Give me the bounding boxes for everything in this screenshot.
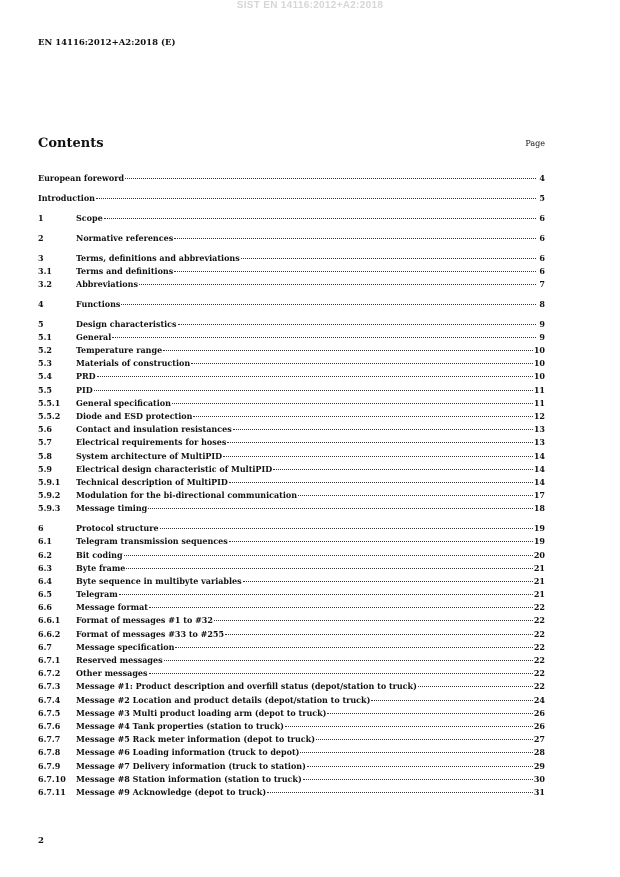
toc-entry[interactable] [38, 641, 545, 654]
dot-leader [139, 283, 536, 285]
toc-entry-number: 6.6.1 [38, 615, 61, 626]
dot-leader [94, 389, 533, 391]
toc-entry-number: 5.9 [38, 463, 52, 474]
toc-entry-title: Byte frame [76, 562, 126, 573]
dot-leader [303, 778, 533, 780]
dot-leader [418, 685, 533, 687]
dot-leader [172, 402, 533, 404]
toc-entry-number: 6.1 [38, 536, 52, 547]
dot-leader [126, 567, 532, 569]
toc-entry-title: Contact and insulation resistances [76, 424, 232, 435]
toc-entry[interactable] [38, 232, 545, 245]
dot-leader [225, 633, 533, 635]
toc-entry[interactable] [38, 720, 545, 733]
toc-entry[interactable] [38, 450, 545, 463]
toc-entry-number: 5.6 [38, 424, 52, 435]
toc-entry-number: 1 [38, 212, 44, 223]
toc-entry[interactable] [38, 436, 545, 449]
document-id: EN 14116:2012+A2:2018 (E) [38, 38, 176, 48]
toc-entry-page: 14 [533, 450, 545, 461]
dot-leader [223, 455, 533, 457]
dot-leader [178, 323, 536, 325]
toc-entry-title: Modulation for the bi-directional communication [76, 490, 298, 501]
toc-entry-title: Bit coding [76, 549, 123, 560]
toc-entry-page: 14 [533, 463, 545, 474]
dot-leader [124, 554, 533, 556]
toc-entry-page: 21 [533, 562, 545, 573]
toc-entry[interactable] [38, 357, 545, 370]
toc-entry-page: 4 [539, 173, 545, 183]
toc-entry[interactable] [38, 575, 545, 588]
toc-entry-page: 20 [533, 549, 545, 560]
toc-entry[interactable] [38, 489, 545, 502]
toc-entry-number: 6.7.8 [38, 747, 61, 758]
dot-leader [298, 494, 533, 496]
dot-leader [97, 375, 533, 377]
toc-entry-title: Message #6 Loading information (truck to depot) [76, 747, 300, 758]
toc-entry-title: Format of messages #1 to #32 [76, 615, 213, 626]
toc-entry-page: 19 [533, 523, 545, 534]
toc-entry[interactable] [38, 522, 545, 535]
toc-entry[interactable] [38, 694, 545, 707]
toc-entry-number: 6.7.4 [38, 694, 61, 705]
toc-entry-number: 6.7.6 [38, 720, 61, 731]
toc-entry-title: Design characteristics [76, 318, 177, 329]
toc-entry-title: Byte sequence in multibyte variables [76, 575, 242, 586]
toc-entry-title: Message specification [76, 641, 175, 652]
toc-entry-title: Terms, definitions and abbreviations [76, 252, 240, 263]
dot-leader [160, 527, 533, 529]
toc-entry-title: Message #8 Station information (station to truck) [76, 773, 302, 784]
toc-entry[interactable] [38, 614, 545, 627]
toc-entry-page: 24 [533, 694, 545, 705]
toc-entry-page: 27 [533, 734, 545, 745]
table-of-contents [38, 172, 545, 799]
toc-entry-page: 22 [533, 615, 545, 626]
toc-entry-title: General specification [76, 397, 171, 408]
toc-entry[interactable] [38, 746, 545, 759]
toc-entry-page: 22 [533, 641, 545, 652]
toc-entry-number: 6 [38, 523, 44, 534]
toc-entry-number: 5.7 [38, 437, 52, 448]
dot-leader [233, 428, 533, 430]
toc-entry-number: 6.7.1 [38, 655, 61, 665]
toc-entry-page: 8 [539, 298, 545, 309]
toc-entry-page: 6 [539, 232, 545, 243]
toc-entry-page: 22 [533, 628, 545, 639]
toc-entry-title: Terms and definitions [76, 265, 174, 276]
toc-entry-title: European foreword [38, 173, 125, 183]
toc-entry-title: Other messages [76, 668, 148, 679]
toc-entry-title: Message #5 Rack meter information (depot to truck) [76, 734, 316, 745]
page-column-label: Page [525, 139, 545, 148]
toc-entry-page: 31 [533, 786, 545, 797]
toc-entry-number: 5.3 [38, 358, 52, 369]
dot-leader [193, 415, 532, 417]
toc-entry-page: 13 [533, 424, 545, 435]
dot-leader [285, 725, 533, 727]
toc-entry-number: 6.6.2 [38, 628, 61, 639]
toc-entry-page: 13 [533, 437, 545, 448]
toc-entry-number: 5 [38, 318, 44, 329]
dot-leader [119, 593, 533, 595]
toc-entry-page: 22 [533, 668, 545, 679]
dot-leader [175, 646, 532, 648]
toc-entry-title: PRD [76, 371, 96, 382]
toc-entry-title: Introduction [38, 192, 95, 203]
toc-entry-page: 11 [533, 384, 545, 395]
toc-entry[interactable] [38, 786, 545, 799]
toc-entry-number: 6.7.2 [38, 668, 61, 679]
dot-leader [300, 751, 532, 753]
toc-entry-number: 6.7.10 [38, 773, 66, 784]
contents-heading: Contents [38, 136, 104, 151]
toc-entry-number: 6.7.11 [38, 786, 66, 797]
toc-entry-number: 6.7.3 [38, 681, 61, 692]
toc-entry-title: Message timing [76, 503, 148, 514]
toc-entry-title: Abbreviations [76, 278, 138, 289]
dot-leader [273, 468, 533, 470]
toc-entry-number: 6.7 [38, 641, 52, 652]
toc-entry-page: 22 [533, 655, 545, 665]
toc-entry[interactable] [38, 733, 545, 746]
toc-entry[interactable] [38, 588, 545, 601]
toc-entry[interactable] [38, 707, 545, 720]
toc-entry[interactable] [38, 562, 545, 575]
toc-entry[interactable] [38, 298, 545, 311]
toc-entry-page: 30 [533, 773, 545, 784]
toc-entry-page: 6 [539, 265, 545, 276]
toc-entry-title: Electrical design characteristic of MultiPID [76, 463, 273, 474]
dot-leader [121, 303, 536, 305]
dot-leader [174, 270, 536, 272]
toc-entry-number: 2 [38, 232, 44, 243]
toc-entry[interactable] [38, 212, 545, 225]
toc-entry-title: Protocol structure [76, 523, 159, 534]
toc-entry-number: 5.5.2 [38, 410, 61, 421]
toc-entry-page: 29 [533, 760, 545, 771]
toc-entry-number: 6.7.7 [38, 734, 61, 745]
toc-entry[interactable] [38, 265, 545, 278]
toc-entry[interactable] [38, 476, 545, 489]
dot-leader [125, 177, 536, 179]
toc-entry[interactable] [38, 344, 545, 357]
toc-entry-number: 3.2 [38, 278, 52, 289]
dot-leader [307, 765, 533, 767]
toc-entry-page: 12 [533, 410, 545, 421]
toc-entry-page: 10 [533, 371, 545, 382]
page-number: 2 [38, 836, 44, 846]
toc-entry-number: 5.2 [38, 345, 52, 355]
dot-leader [227, 441, 532, 443]
toc-entry-page: 22 [533, 681, 545, 692]
toc-entry[interactable] [38, 384, 545, 397]
toc-entry-page: 11 [533, 397, 545, 408]
toc-entry-page: 26 [533, 720, 545, 731]
dot-leader [229, 481, 533, 483]
toc-entry-number: 5.1 [38, 331, 52, 342]
toc-entry-title: Telegram transmission sequences [76, 536, 228, 547]
toc-entry[interactable] [38, 397, 545, 410]
toc-entry-title: Materials of construction [76, 358, 191, 369]
dot-leader [174, 237, 536, 239]
toc-entry[interactable] [38, 252, 545, 265]
dot-leader [316, 738, 533, 740]
toc-entry[interactable] [38, 192, 545, 205]
toc-entry-page: 28 [533, 747, 545, 758]
toc-entry-title: Temperature range [76, 345, 163, 355]
toc-entry-title: Message #2 Location and product details (depot/station to truck) [76, 694, 371, 705]
dot-leader [191, 362, 533, 364]
toc-entry-page: 26 [533, 707, 545, 718]
toc-entry-number: 4 [38, 298, 44, 309]
toc-entry-title: PID [76, 384, 93, 395]
toc-entry-title: Message #4 Tank properties (station to truck) [76, 720, 284, 731]
toc-entry-page: 14 [533, 476, 545, 487]
toc-entry-number: 5.5 [38, 384, 52, 395]
toc-entry-page: 9 [539, 331, 545, 342]
toc-entry-page: 6 [539, 252, 545, 263]
toc-entry-page: 10 [533, 358, 545, 369]
toc-entry[interactable] [38, 331, 545, 344]
toc-entry-page: 6 [539, 212, 545, 223]
toc-entry[interactable] [38, 680, 545, 693]
toc-entry-page: 21 [533, 589, 545, 600]
toc-entry-page: 19 [533, 536, 545, 547]
toc-entry-number: 3 [38, 252, 44, 263]
dot-leader [149, 672, 533, 674]
toc-entry-title: Diode and ESD protection [76, 410, 193, 421]
toc-entry-number: 6.2 [38, 549, 52, 560]
toc-entry[interactable] [38, 773, 545, 786]
dot-leader [104, 217, 536, 219]
toc-entry-title: Electrical requirements for hoses [76, 437, 227, 448]
toc-entry-page: 7 [539, 278, 545, 289]
toc-entry-number: 6.6 [38, 602, 52, 613]
toc-entry-title: Message #9 Acknowledge (depot to truck) [76, 786, 267, 797]
toc-entry[interactable] [38, 423, 545, 436]
dot-leader [96, 197, 536, 199]
toc-entry-title: Reserved messages [76, 655, 163, 665]
toc-entry-title: System architecture of MultiPID [76, 450, 223, 461]
toc-entry[interactable] [38, 410, 545, 423]
toc-entry[interactable] [38, 535, 545, 548]
toc-entry-number: 6.5 [38, 589, 52, 600]
toc-entry-title: Message format [76, 602, 148, 613]
dot-leader [149, 606, 533, 608]
dot-leader [241, 257, 536, 259]
dot-leader [327, 712, 532, 714]
toc-entry-number: 5.9.3 [38, 503, 61, 514]
toc-entry-title: General [76, 331, 112, 342]
toc-entry-title: Functions [76, 298, 121, 309]
toc-entry[interactable] [38, 463, 545, 476]
toc-entry-page: 17 [533, 490, 545, 501]
toc-entry-number: 5.9.2 [38, 490, 61, 501]
toc-entry-page: 9 [539, 318, 545, 329]
toc-entry-number: 5.5.1 [38, 397, 61, 408]
toc-entry-title: Format of messages #33 to #255 [76, 628, 225, 639]
dot-leader [148, 507, 533, 509]
dot-leader [214, 619, 533, 621]
toc-entry-title: Telegram [76, 589, 118, 600]
toc-entry[interactable] [38, 549, 545, 562]
toc-entry[interactable] [38, 760, 545, 773]
toc-entry-title: Message #7 Delivery information (truck to station) [76, 760, 306, 771]
toc-entry-title: Scope [76, 212, 103, 223]
toc-entry-page: 5 [539, 192, 545, 203]
dot-leader [267, 791, 533, 793]
toc-entry-number: 5.4 [38, 371, 52, 382]
toc-entry-number: 5.8 [38, 450, 52, 461]
toc-entry[interactable] [38, 667, 545, 680]
dot-leader [229, 540, 533, 542]
toc-entry-title: Normative references [76, 232, 174, 243]
toc-entry-page: 22 [533, 602, 545, 613]
toc-entry-number: 3.1 [38, 265, 52, 276]
toc-entry-page: 18 [533, 503, 545, 514]
toc-entry[interactable] [38, 370, 545, 383]
watermark: SIST EN 14116:2012+A2:2018 [236, 0, 384, 11]
toc-entry[interactable] [38, 654, 545, 667]
toc-entry-number: 6.7.5 [38, 707, 61, 718]
dot-leader [163, 349, 533, 351]
dot-leader [112, 336, 536, 338]
toc-entry-number: 6.4 [38, 575, 52, 586]
toc-entry[interactable] [38, 601, 545, 614]
toc-entry[interactable] [38, 278, 545, 291]
dot-leader [371, 699, 532, 701]
toc-entry-number: 5.9.1 [38, 476, 61, 487]
toc-entry[interactable] [38, 502, 545, 515]
toc-entry-number: 6.7.9 [38, 760, 61, 771]
toc-entry-title: Message #3 Multi product loading arm (depot to truck) [76, 707, 327, 718]
toc-entry-page: 21 [533, 575, 545, 586]
toc-entry[interactable] [38, 628, 545, 641]
dot-leader [243, 580, 533, 582]
toc-entry-title: Technical description of MultiPID [76, 476, 228, 487]
dot-leader [164, 659, 533, 661]
toc-entry[interactable] [38, 172, 545, 185]
toc-entry-title: Message #1: Product description and overfill status (depot/station to truck) [76, 681, 417, 692]
toc-entry-page: 10 [533, 345, 545, 355]
toc-entry[interactable] [38, 318, 545, 331]
toc-entry-number: 6.3 [38, 562, 52, 573]
